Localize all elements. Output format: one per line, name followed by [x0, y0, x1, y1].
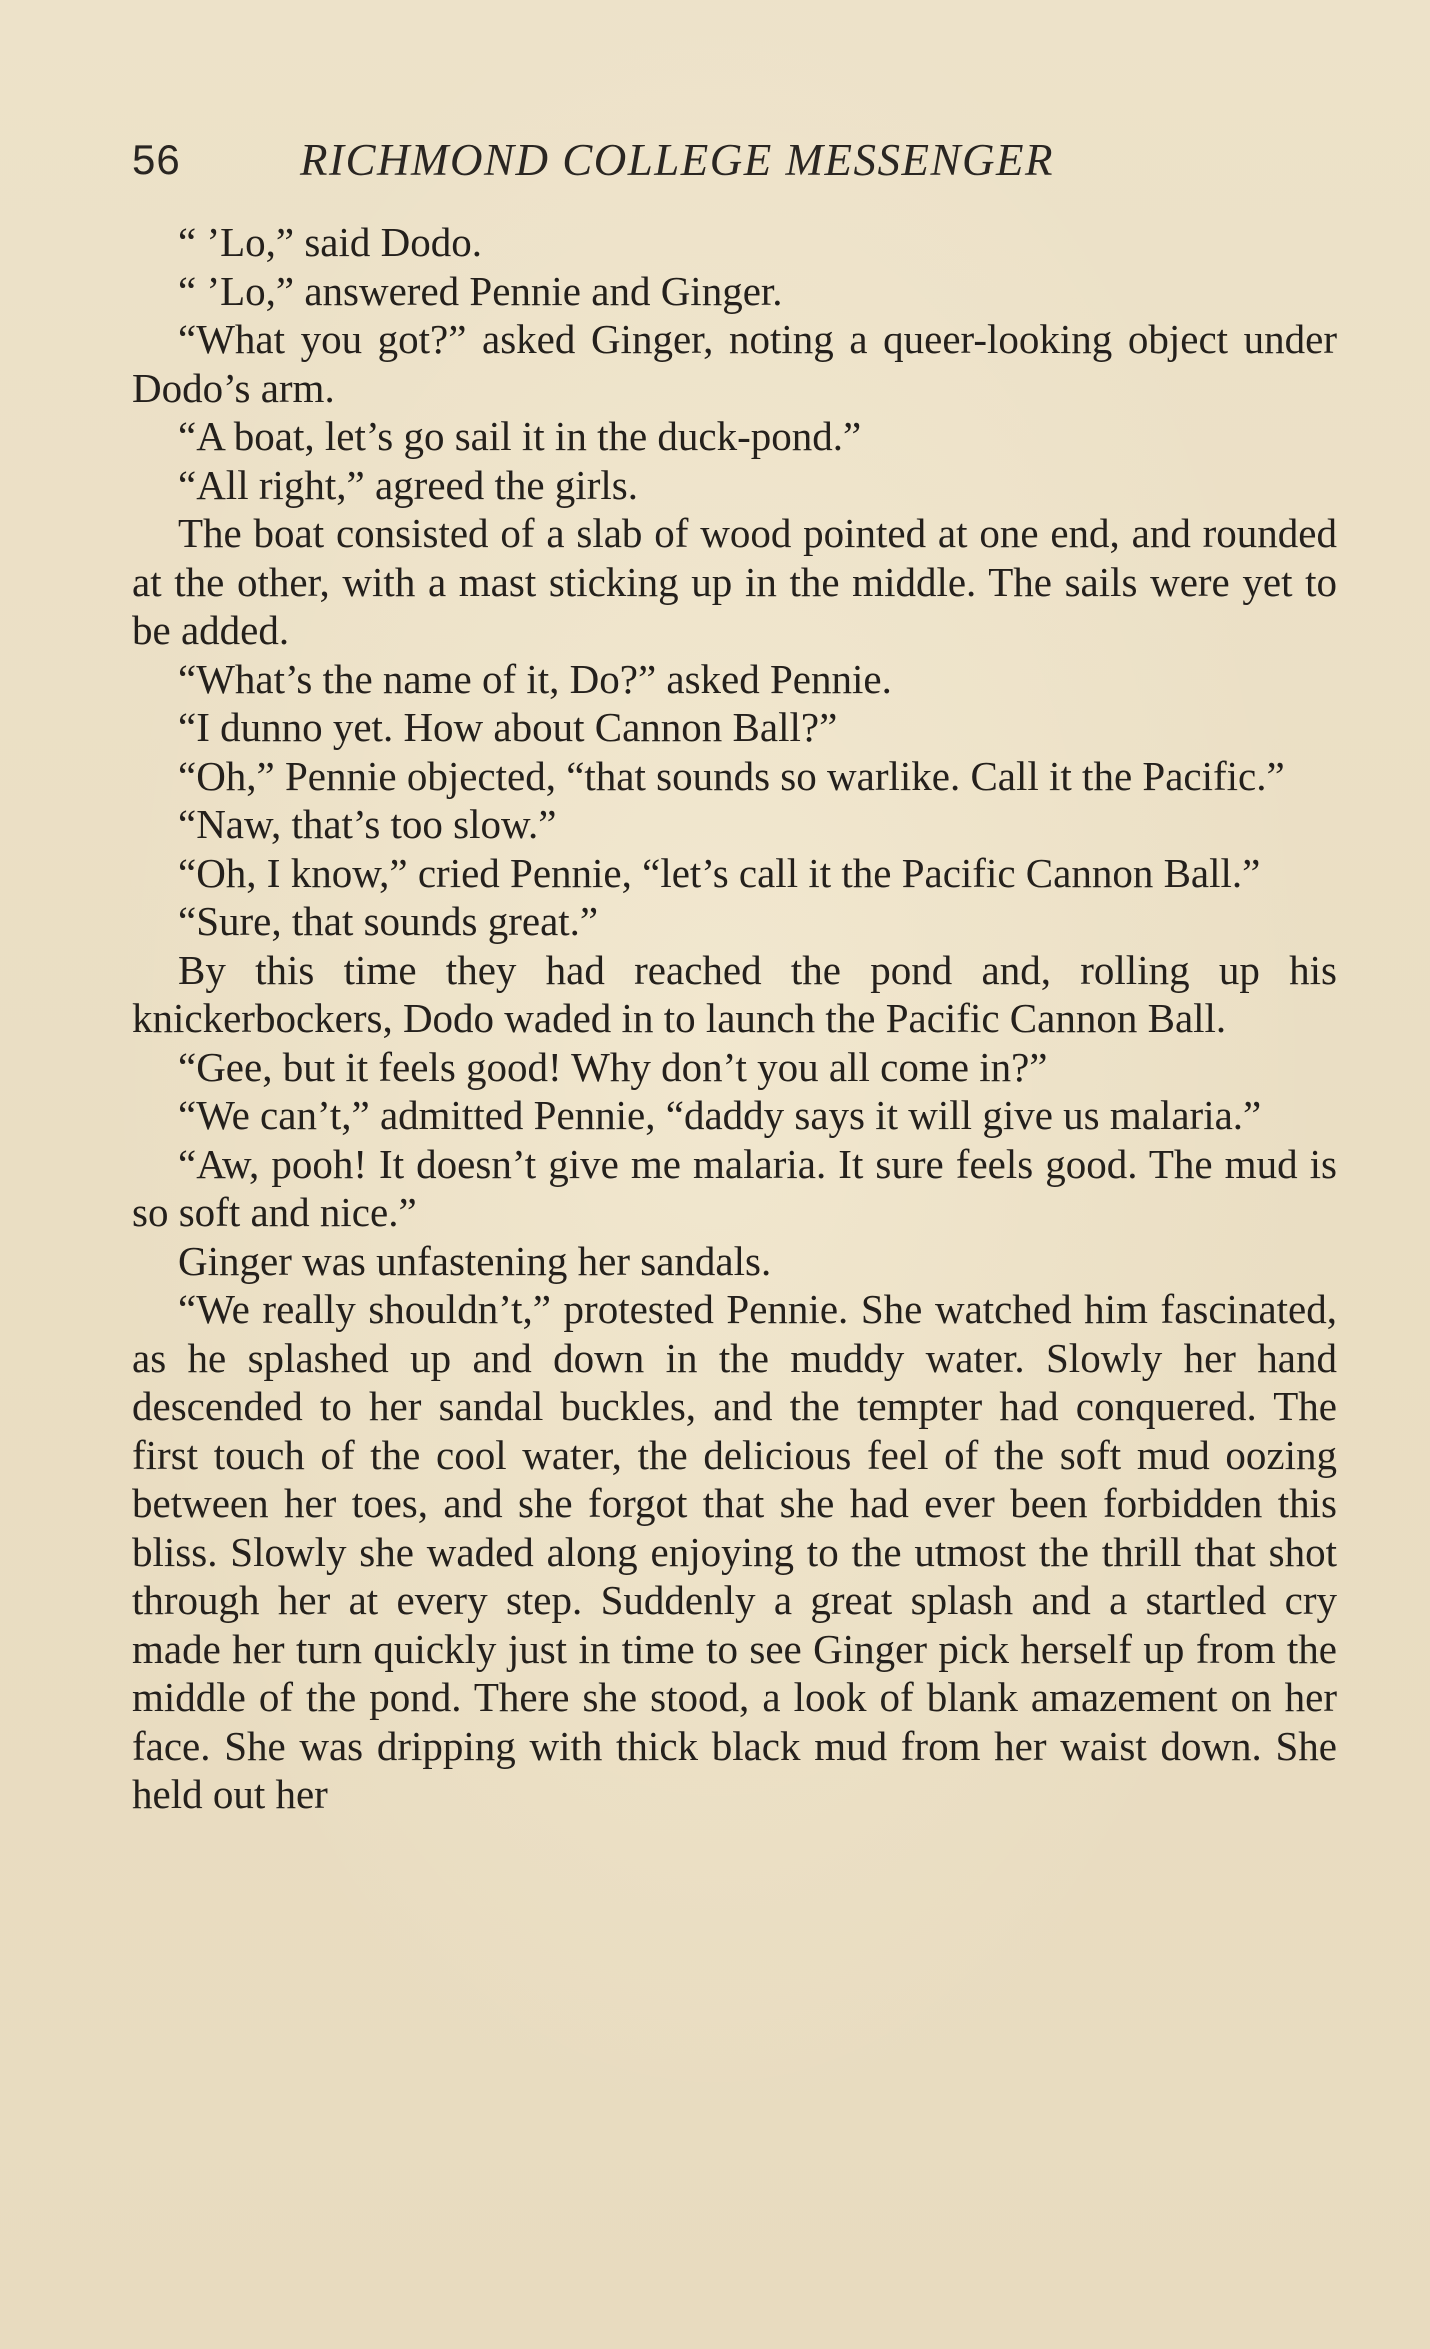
paragraph: “I dunno yet. How about Cannon Ball?” — [178, 704, 838, 750]
paragraph: “ ’Lo,” said Dodo. — [178, 219, 482, 265]
paragraph: “What’s the name of it, Do?” asked Pennie. — [178, 655, 892, 702]
paragraph: “Naw, that’s too slow.” — [178, 801, 557, 847]
paragraph: “Sure, that sounds great.” — [178, 898, 599, 944]
paragraph: Ginger was unfastening her sandals. — [178, 1237, 772, 1284]
paragraph: “All right,” agreed the girls. — [178, 461, 638, 508]
paragraph: “Gee, but it feels good! Why don’t you all come in?” — [178, 1043, 1048, 1090]
running-title: RICHMOND COLLEGE MESSENGER — [300, 135, 1054, 185]
paragraph: “We really shouldn’t,” protested Pennie. She watched him fascinated, as he splashed up and down in the muddy water. Slowly her hand descended to her sandal buckles, and the tempter had conquered. The first touch of the cool water, the delicious feel of the soft mud oozing between her toes, and she forgot that she had ever been forbidden this bliss. Slowly she waded along enjoying to the utmost the thrill that shot through her at every step. Suddenly a great splash and a startled cry made her turn quickly just in time to see Ginger pick herself up from the middle of the pond. There she stood, a look of blank amazement on her face. She was dripping with thick black mud from her waist down. She held out her — [132, 1286, 1337, 1817]
page-header — [132, 130, 1172, 190]
story-text — [132, 218, 1337, 1819]
paragraph: “We can’t,” admitted Pennie, “daddy says it will give us malaria.” — [178, 1092, 1262, 1138]
paragraph: By this time they had reached the pond and, rolling up his knickerbockers, Dodo waded in to launch the Pacific Cannon Ball. — [132, 946, 1337, 1041]
paragraph: “ ’Lo,” answered Pennie and Ginger. — [178, 267, 783, 314]
paragraph: The boat consisted of a slab of wood pointed at one end, and rounded at the other, with a mast sticking up in the middle. The sails were yet to be added. — [132, 510, 1337, 653]
page-number: 56 — [132, 136, 181, 183]
paragraph: “What you got?” asked Ginger, noting a queer-looking object under Dodo’s arm. — [132, 316, 1337, 411]
paragraph: “Oh,” Pennie objected, “that sounds so warlike. Call it the Pacific.” — [178, 752, 1285, 799]
paragraph: “Aw, pooh! It doesn’t give me malaria. It sure feels good. The mud is so soft and nice.” — [132, 1140, 1337, 1235]
paragraph: “A boat, let’s go sail it in the duck-pond.” — [178, 413, 862, 459]
paragraph: “Oh, I know,” cried Pennie, “let’s call it the Pacific Cannon Ball.” — [178, 849, 1261, 896]
